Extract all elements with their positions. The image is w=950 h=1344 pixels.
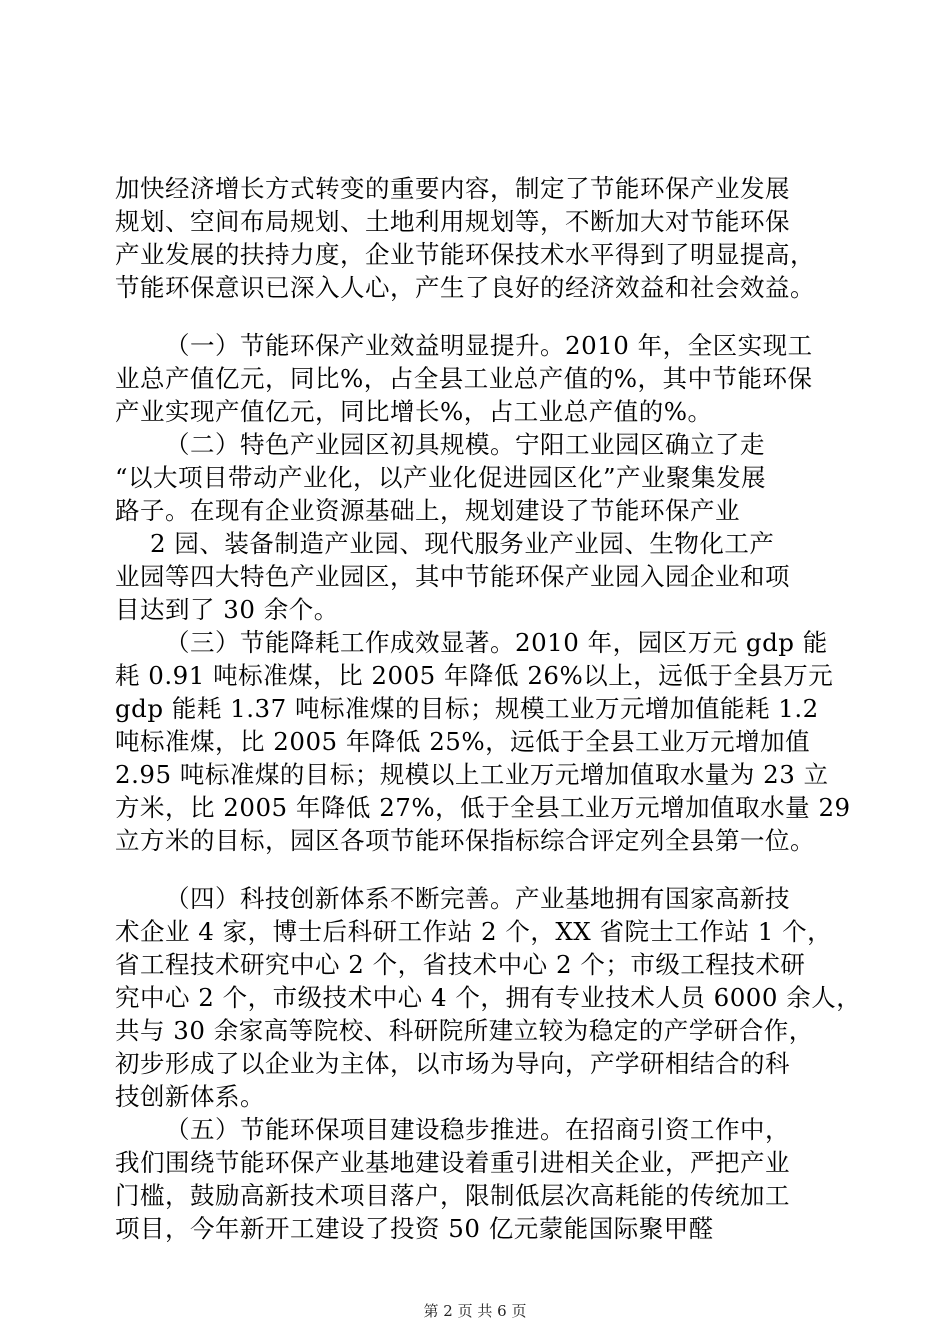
text-line: 吨标准煤，比 2005 年降低 25%，远低于全县工业万元增加值 [115, 727, 811, 756]
text-line: （二）特色产业园区初具规模。宁阳工业园区确立了走 [165, 430, 765, 459]
text-line: 我们围绕节能环保产业基地建设着重引进相关企业，严把产业 [115, 1148, 790, 1177]
text-line: 2 园、装备制造产业园、现代服务业产业园、生物化工产 [150, 529, 775, 558]
text-line: 立方米的目标，园区各项节能环保指标综合评定列全县第一位。 [115, 826, 815, 855]
text-line: （一）节能环保产业效益明显提升。2010 年，全区实现工 [165, 331, 813, 360]
text-line: 共与 30 余家高等院校、科研院所建立较为稳定的产学研合作， [115, 1016, 814, 1045]
text-line: 产业实现产值亿元，同比增长%，占工业总产值的%。 [115, 397, 713, 426]
paragraph-section-3 [115, 626, 855, 857]
paragraph-intro [115, 172, 855, 304]
text-line: 方米，比 2005 年降低 27%，低于全县工业万元增加值取水量 29 [115, 793, 851, 822]
paragraph-section-5 [115, 1113, 855, 1245]
text-line: 规划、空间布局规划、土地利用规划等，不断加大对节能环保 [115, 207, 790, 236]
page-number-footer: 第 2 页 共 6 页 [423, 1302, 527, 1320]
paragraph-section-1 [115, 329, 855, 428]
text-line: 省工程技术研究中心 2 个，省技术中心 2 个；市级工程技术研 [115, 950, 806, 979]
text-line: 路子。在现有企业资源基础上，规划建设了节能环保产业 [115, 496, 740, 525]
text-line: 目达到了 30 余个。 [115, 595, 339, 624]
text-line: 产业发展的扶持力度，企业节能环保技术水平得到了明显提高， [115, 240, 815, 269]
text-line: gdp 能耗 1.37 吨标准煤的目标；规模工业万元增加值能耗 1.2 [115, 694, 819, 723]
paragraph-section-4 [115, 882, 862, 1113]
text-line: 技创新体系。 [115, 1082, 265, 1111]
text-line: 初步形成了以企业为主体，以市场为导向，产学研相结合的科 [115, 1049, 790, 1078]
text-line: 2.95 吨标准煤的目标；规模以上工业万元增加值取水量为 23 立 [115, 760, 829, 789]
text-line: 节能环保意识已深入人心，产生了良好的经济效益和社会效益。 [115, 273, 815, 302]
text-line: 业总产值亿元，同比%，占全县工业总产值的%，其中节能环保 [115, 364, 813, 393]
text-line: 业园等四大特色产业园区，其中节能环保产业园入园企业和项 [115, 562, 790, 591]
text-line: 门槛，鼓励高新技术项目落户，限制低层次高耗能的传统加工 [115, 1181, 790, 1210]
text-line: 究中心 2 个，市级技术中心 4 个，拥有专业技术人员 6000 余人， [115, 983, 862, 1012]
text-line: “以大项目带动产业化，以产业化促进园区化”产业聚集发展 [115, 463, 767, 492]
paragraph-section-2 [115, 428, 855, 626]
document-body [115, 172, 862, 1245]
text-line: （三）节能降耗工作成效显著。2010 年，园区万元 gdp 能 [165, 628, 828, 657]
text-line: 术企业 4 家，博士后科研工作站 2 个，XX 省院士工作站 1 个， [115, 917, 833, 946]
text-line: （五）节能环保项目建设稳步推进。在招商引资工作中， [165, 1115, 790, 1144]
text-line: 项目，今年新开工建设了投资 50 亿元蒙能国际聚甲醛 [115, 1214, 714, 1243]
text-line: （四）科技创新体系不断完善。产业基地拥有国家高新技 [165, 884, 790, 913]
text-line: 耗 0.91 吨标准煤，比 2005 年降低 26%以上，远低于全县万元 [115, 661, 834, 690]
text-line: 加快经济增长方式转变的重要内容，制定了节能环保产业发展 [115, 174, 790, 203]
